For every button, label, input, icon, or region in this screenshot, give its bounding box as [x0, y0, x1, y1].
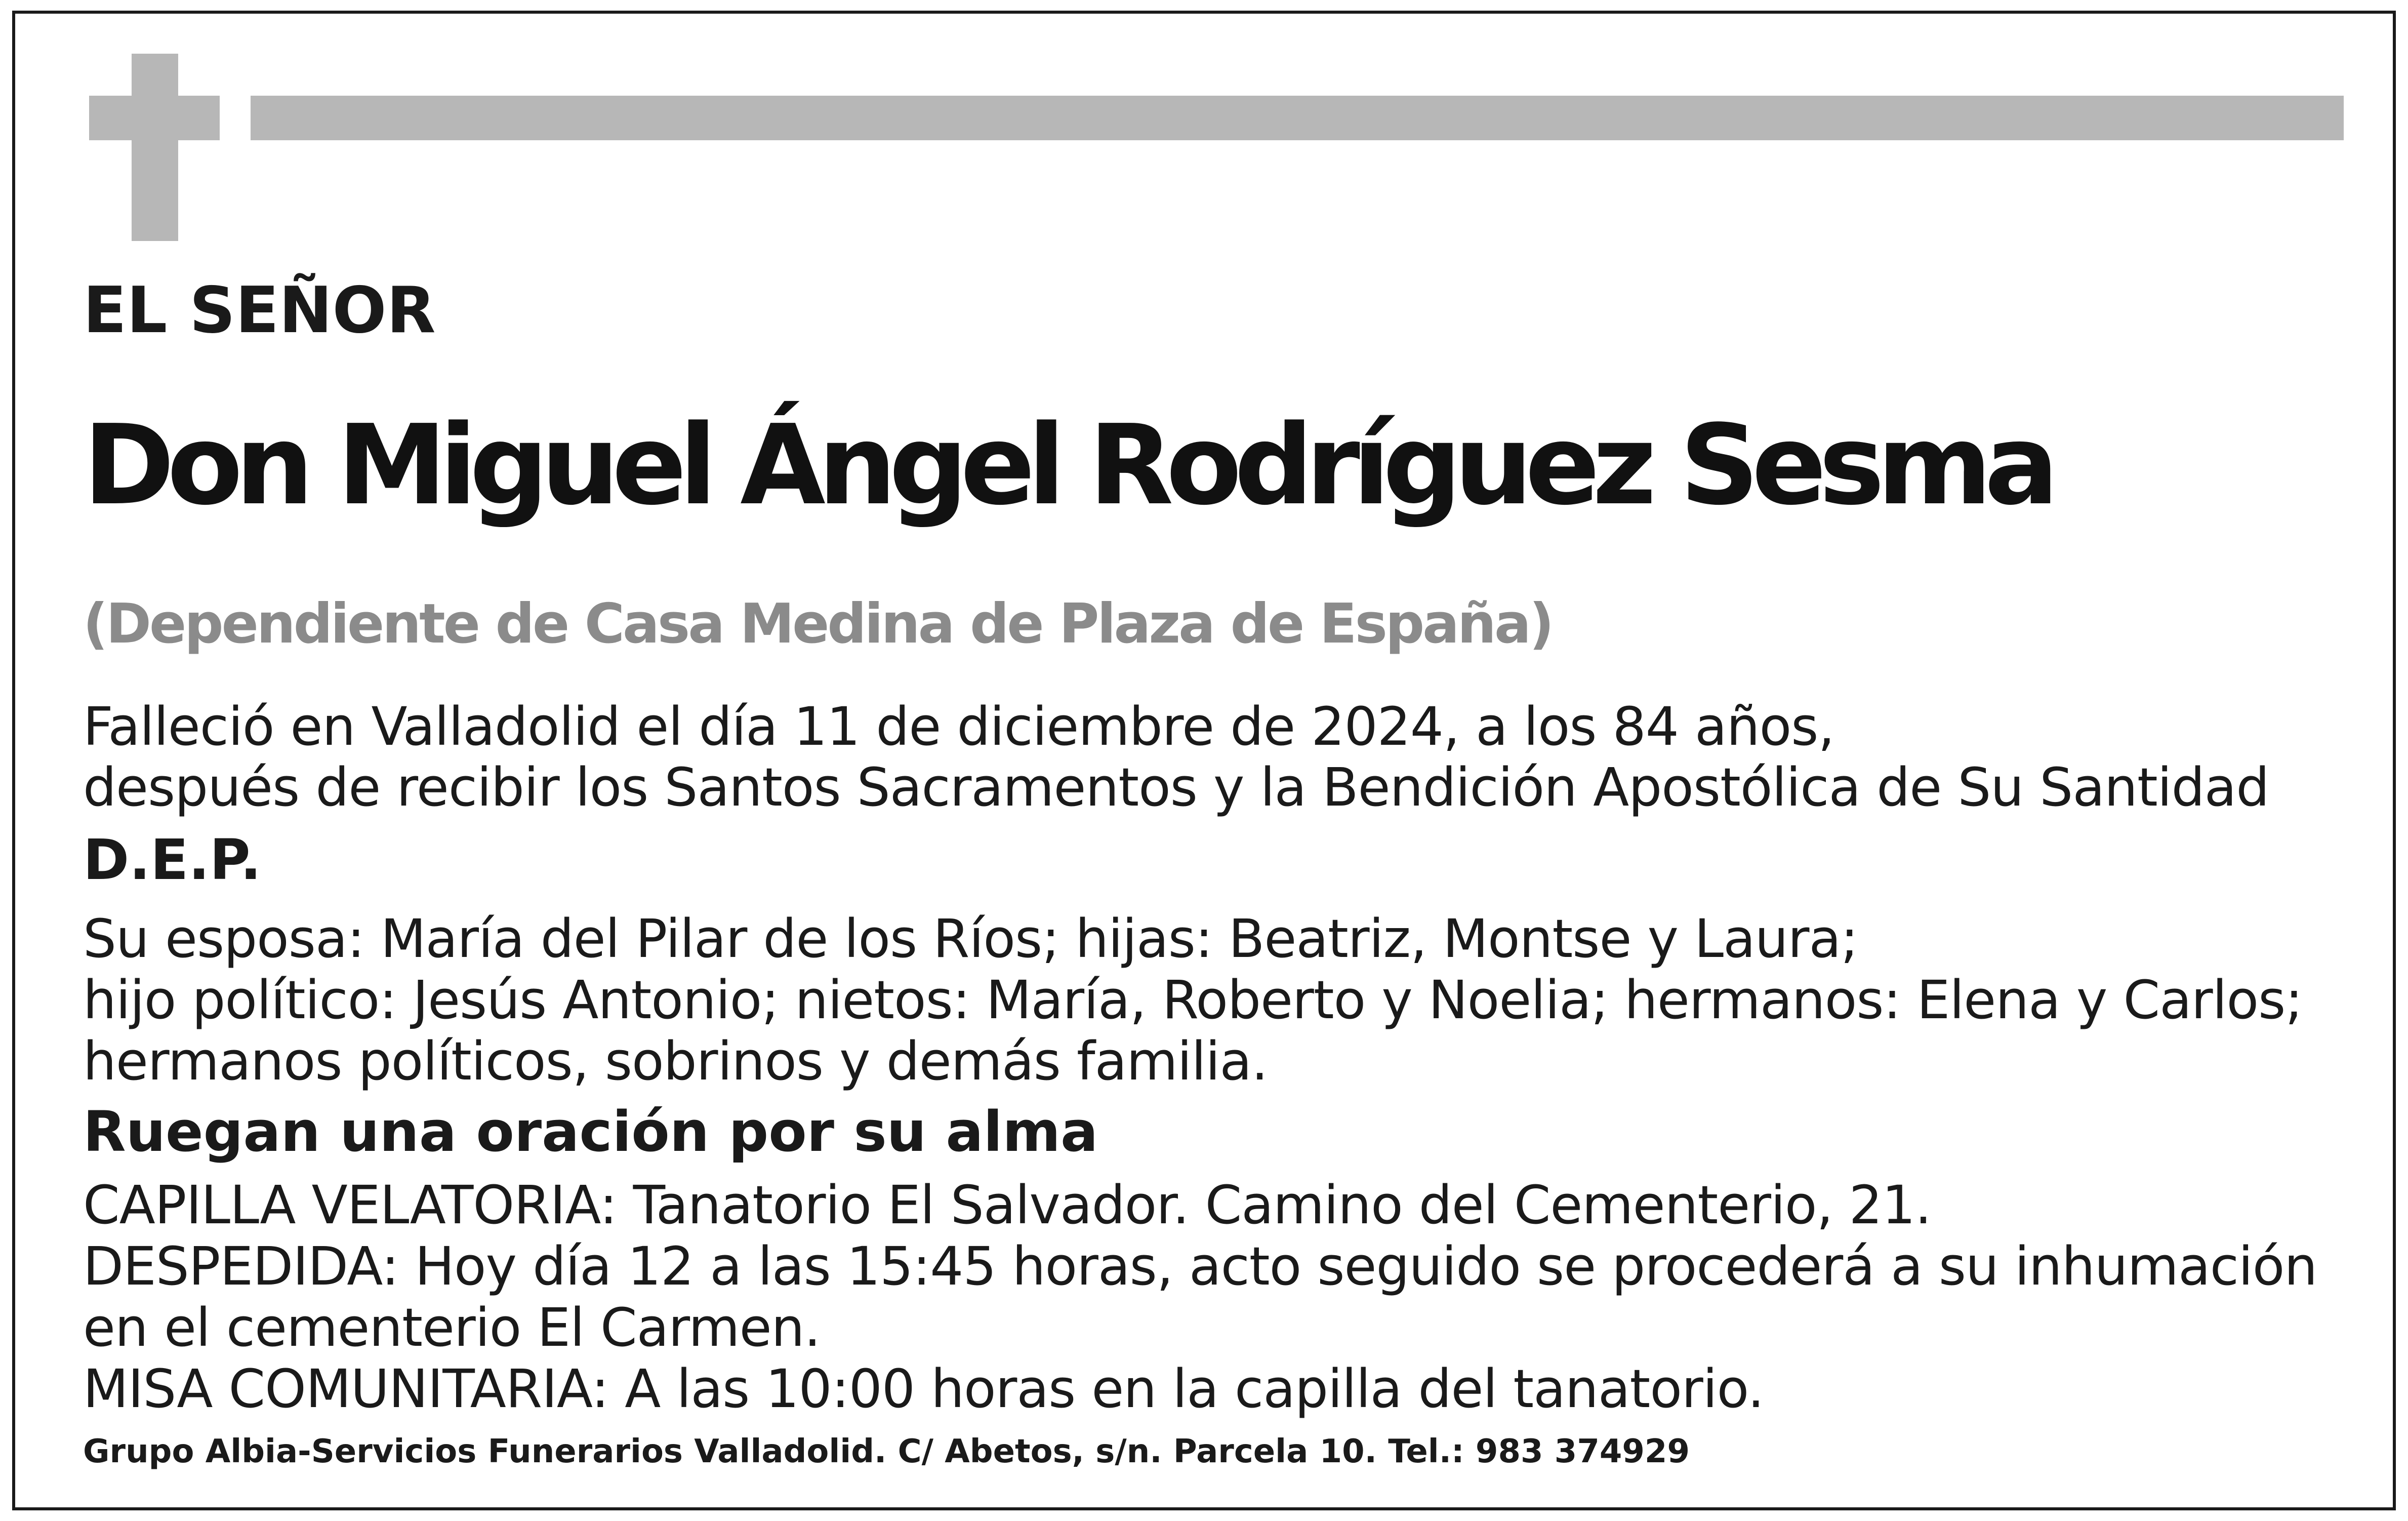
- honorific-heading: EL SEÑOR: [83, 273, 436, 347]
- cross-icon-crossbar: [89, 96, 220, 140]
- death-notice-line-2: después de recibir los Santos Sacramentos y la Bendición Apostólica de Su Santidad: [83, 756, 2269, 818]
- prayer-request: Ruegan una oración por su alma: [83, 1099, 1098, 1164]
- service-line-velatorio: CAPILLA VELATORIA: Tanatorio El Salvador. Camino del Cementerio, 21.: [83, 1174, 1932, 1236]
- service-line-cementerio: en el cementerio El Carmen.: [83, 1297, 821, 1358]
- service-line-misa: MISA COMUNITARIA: A las 10:00 horas en la capilla del tanatorio.: [83, 1358, 1764, 1420]
- family-line-1: Su esposa: María del Pilar de los Ríos; hijas: Beatriz, Montse y Laura;: [83, 908, 1858, 970]
- deceased-name: Don Miguel Ángel Rodríguez Sesma: [83, 402, 2052, 530]
- death-notice-line-1: Falleció en Valladolid el día 11 de diciembre de 2024, a los 84 años,: [83, 696, 1834, 757]
- service-line-despedida: DESPEDIDA: Hoy día 12 a las 15:45 horas, acto seguido se procederá a su inhumación: [83, 1235, 2317, 1297]
- header-divider-bar: [251, 96, 2344, 140]
- occupation-subtitle: (Dependiente de Casa Medina de Plaza de España): [83, 592, 1553, 656]
- family-line-3: hermanos políticos, sobrinos y demás familia.: [83, 1030, 1268, 1092]
- family-line-2: hijo político: Jesús Antonio; nietos: María, Roberto y Noelia; hermanos: Elena y Carlos;: [83, 969, 2303, 1031]
- cross-icon: [132, 54, 178, 241]
- dep-text: D.E.P.: [83, 827, 262, 892]
- funeral-home-footer: Grupo Albia-Servicios Funerarios Valladolid. C/ Abetos, s/n. Parcela 10. Tel.: 983 374929: [83, 1433, 1690, 1470]
